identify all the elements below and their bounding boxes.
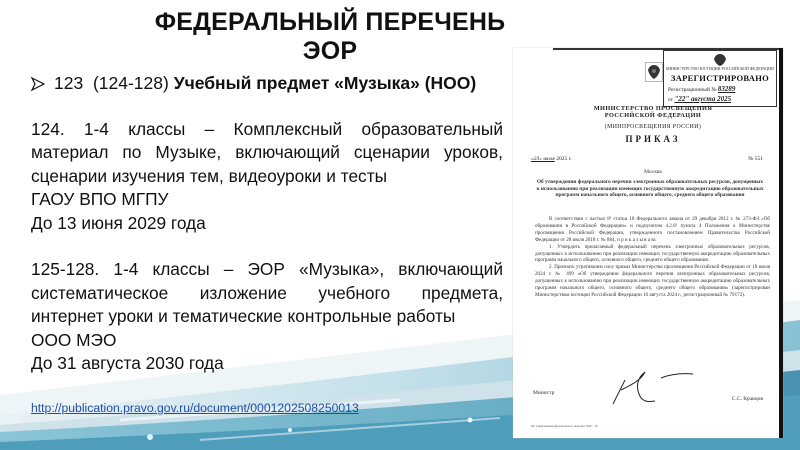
slide-title: ФЕДЕРАЛЬНЫЙ ПЕРЕЧЕНЬ ЭОР bbox=[154, 8, 506, 65]
order-date-row bbox=[531, 156, 771, 162]
order-date: «23» июля bbox=[531, 156, 555, 162]
eor-item-124 bbox=[31, 118, 503, 236]
order-body bbox=[535, 216, 770, 299]
document-footer: Об утверждении федерального перечня ЭОР - 10 bbox=[531, 424, 598, 428]
item-125-org: ООО МЭО bbox=[31, 329, 117, 350]
eor-item-125-128 bbox=[31, 258, 503, 376]
stamp-reg-date: "22" августа 2025 bbox=[674, 95, 732, 103]
signer-name: С.С. Кравцов bbox=[731, 396, 763, 402]
item-125-line2: систематическое изложение учебного предмета, bbox=[31, 282, 503, 303]
subject-number: 123 bbox=[54, 73, 84, 93]
stamp-ministry: МИНИСТЕРСТВО ЮСТИЦИИ РОССИЙСКОЙ ФЕДЕРАЦИИ bbox=[666, 66, 774, 71]
signer-title: Министр bbox=[533, 390, 555, 396]
subject-bullet bbox=[31, 72, 503, 96]
item-124-deadline: До 13 июня 2029 года bbox=[31, 212, 206, 233]
item-125-deadline: До 31 августа 2030 года bbox=[31, 353, 224, 373]
order-paragraph-1: В соответствии с частью 8¹ статьи 18 Федерального закона от 29 декабря 2012 г. № 273-ФЗ «Об образовании в Российской Федерации» и подпунктом 4.2.8¹ пункта 4 Положения о Министерстве просвещения Российской Федерации, утвержденного постановлением Правительства Российской Федерации от 28 июля 2018 г. № 884, п р и к а з ы в а ю: bbox=[535, 216, 770, 243]
publication-link[interactable]: http://publication.pravo.gov.ru/document/0001202508250013 bbox=[31, 401, 359, 415]
order-heading: Об утверждении федерального перечня электронных образовательных ресурсов, допущенных к использованию при реализации имеющих государственную аккредитацию образовательных программ начального общего, основного общего, среднего общего образования bbox=[536, 179, 764, 199]
order-title: ПРИКАЗ bbox=[625, 134, 681, 144]
item-124-line3: сценарии изучения тем, видеоуроки и тесты bbox=[31, 165, 388, 186]
order-paragraph-3: 2. Признать утратившим силу приказ Министерства просвещения Российской Федерации от 18 июля 2024 г. № 499 «Об утверждении федерального перечня электронных образовательных ресурсов, допущенных к использованию при реализации имеющих государственную аккредитацию образовательных программ начального общего, основного общего, среднего общего образования» (зарегистрирован Министерством юстиции Российской Федерации 16 августа 2024 г., регистрационный № 79172). bbox=[535, 264, 770, 298]
slide-content bbox=[31, 72, 503, 376]
subject-range: (124-128) bbox=[92, 73, 169, 93]
order-year: 2025 г. bbox=[556, 156, 572, 162]
subject-title: Учебный предмет «Музыка» (НОО) bbox=[173, 73, 477, 93]
coat-of-arms-icon bbox=[645, 62, 663, 82]
registration-stamp bbox=[663, 50, 777, 107]
signer-block bbox=[533, 390, 773, 402]
ministry-header: МИНИСТЕРСТВО ПРОСВЕЩЕНИЯ РОССИЙСКОЙ ФЕДЕРАЦИИ (МИНПРОСВЕЩЕНИЯ РОССИИ) bbox=[593, 105, 713, 130]
order-number: № 551 bbox=[748, 156, 763, 162]
stamp-emblem-icon bbox=[712, 53, 728, 67]
item-125-line3: интернет уроки и тематические контрольные работы bbox=[31, 306, 456, 326]
stamp-reg-number: 83289 bbox=[717, 85, 736, 93]
order-city: Москва bbox=[644, 169, 662, 175]
stamp-number-line: Регистрационный № 83289 bbox=[668, 85, 736, 93]
signature-icon bbox=[605, 368, 695, 408]
order-document-scan bbox=[513, 48, 783, 438]
item-124-line2: материал по Музыке, включающий сценарии уроков, bbox=[31, 142, 503, 162]
stamp-date-line: от "22" августа 2025 bbox=[668, 95, 732, 103]
arrowhead-bullet-icon bbox=[31, 77, 45, 91]
stamp-registered: ЗАРЕГИСТРИРОВАНО bbox=[670, 73, 770, 83]
item-124-line1: 124. 1-4 классы – Комплексный образовательный bbox=[31, 118, 503, 139]
order-paragraph-2: 1. Утвердить прилагаемый федеральный перечень электронных образовательных ресурсов, допущенных к использованию при реализации имеющих государственную аккредитацию образовательных программ начального общего, основного общего, среднего общего образования. bbox=[535, 243, 770, 264]
item-125-line1: 125-128. 1-4 классы – ЭОР «Музыка», включающий bbox=[31, 259, 503, 279]
item-124-org: ГАОУ ВПО МГПУ bbox=[31, 189, 169, 209]
